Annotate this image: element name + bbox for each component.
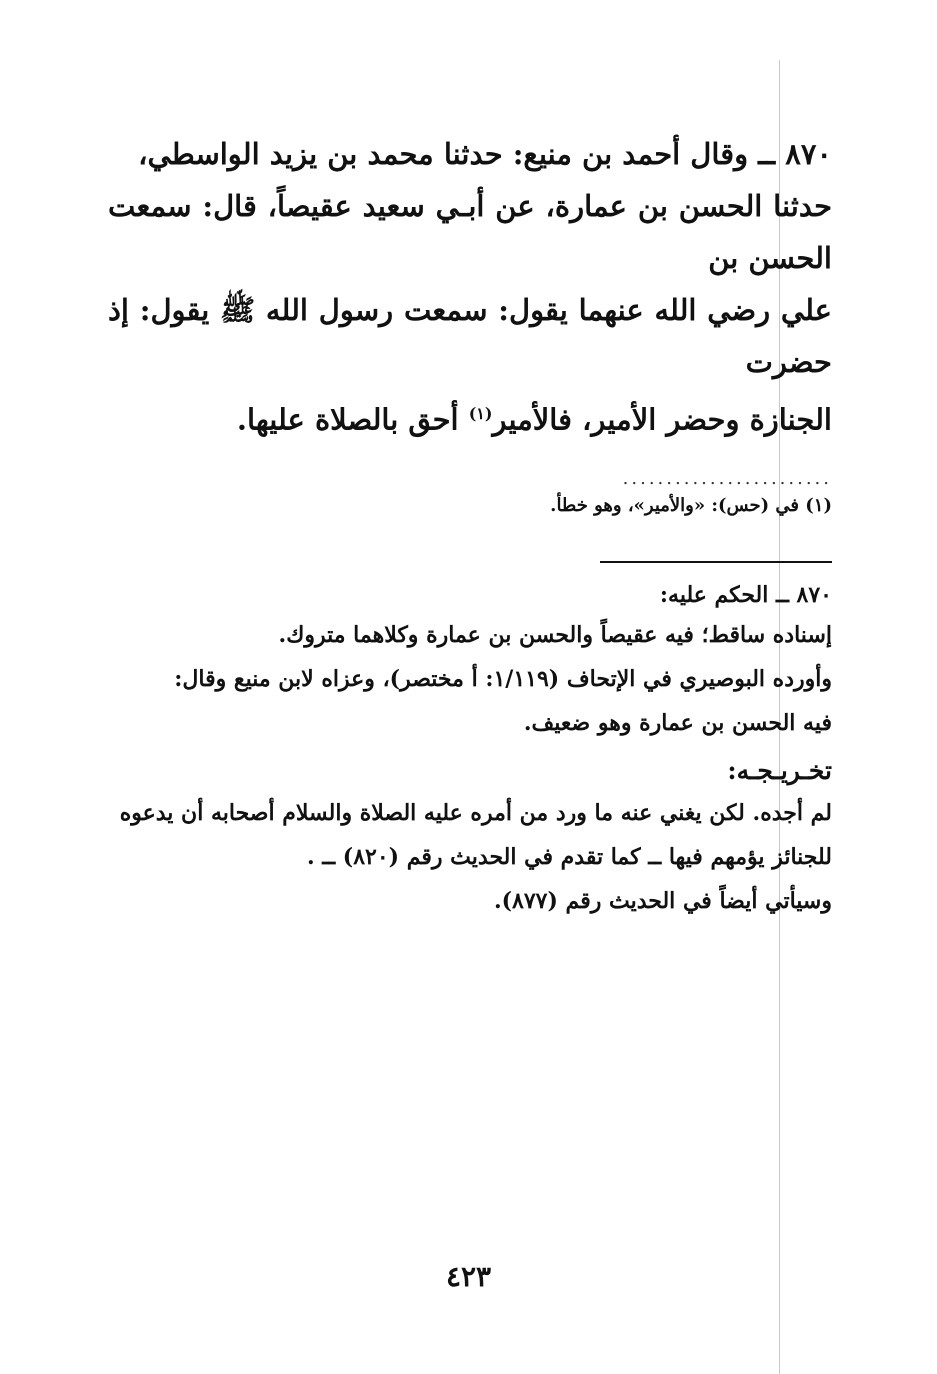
- hadith-text: [108, 128, 832, 446]
- takhrij-line-3: وسيأتي أيضاً في الحديث رقم (٨٧٧).: [493, 887, 832, 914]
- hadith-line-4: [108, 388, 832, 446]
- page-content: [108, 128, 832, 923]
- footnote-separator: ........................: [622, 467, 832, 489]
- hadith-line-2: حدثنا الحسن بن عمارة، عن أبـي سعيد عقيصاً، قال: سمعت الحسن بن: [108, 189, 832, 275]
- takhrij-line-1: لم أجده. لكن يغني عنه ما ورد من أمره عليه الصلاة والسلام أصحابه أن يدعوه: [119, 799, 832, 826]
- footnote: (١) في (حس): «والأمير»، وهو خطأ.: [550, 494, 832, 516]
- footnote-reference: (١): [468, 404, 493, 423]
- takhrij-line-2: للجنائز يؤمهم فيها ــ كما تقدم في الحديث رقم (٨٢٠) ــ .: [306, 843, 832, 870]
- page-number: ٤٢٣: [445, 1260, 492, 1293]
- hadith-line-4-end: أحق بالصلاة عليها.: [236, 402, 469, 437]
- takhrij-section: [108, 751, 832, 923]
- takhrij-title: تخـريـجـه:: [727, 755, 832, 785]
- ruling-line-1: إسناده ساقط؛ فيه عقيصاً والحسن بن عمارة وكلاهما متروك.: [278, 621, 832, 648]
- ruling-line-2: وأورده البوصيري في الإتحاف (١/١١٩: أ مختصر)، وعزاه لابن منيع وقال:: [174, 665, 832, 692]
- hadith-line-4-start: الجنازة وحضر الأمير، فالأمير: [492, 402, 832, 437]
- hadith-line-3: علي رضي الله عنهما يقول: سمعت رسول الله ﷺ يقول: إذ حضرت: [108, 293, 832, 379]
- ruling-section: [108, 577, 832, 745]
- section-divider: [600, 561, 832, 563]
- ruling-line-3: فيه الحسن بن عمارة وهو ضعيف.: [523, 709, 832, 736]
- hadith-line-1: ٨٧٠ ــ وقال أحمد بن منيع: حدثنا محمد بن يزيد الواسطي،: [138, 137, 832, 171]
- ruling-title: ٨٧٠ ــ الحكم عليه:: [659, 581, 832, 608]
